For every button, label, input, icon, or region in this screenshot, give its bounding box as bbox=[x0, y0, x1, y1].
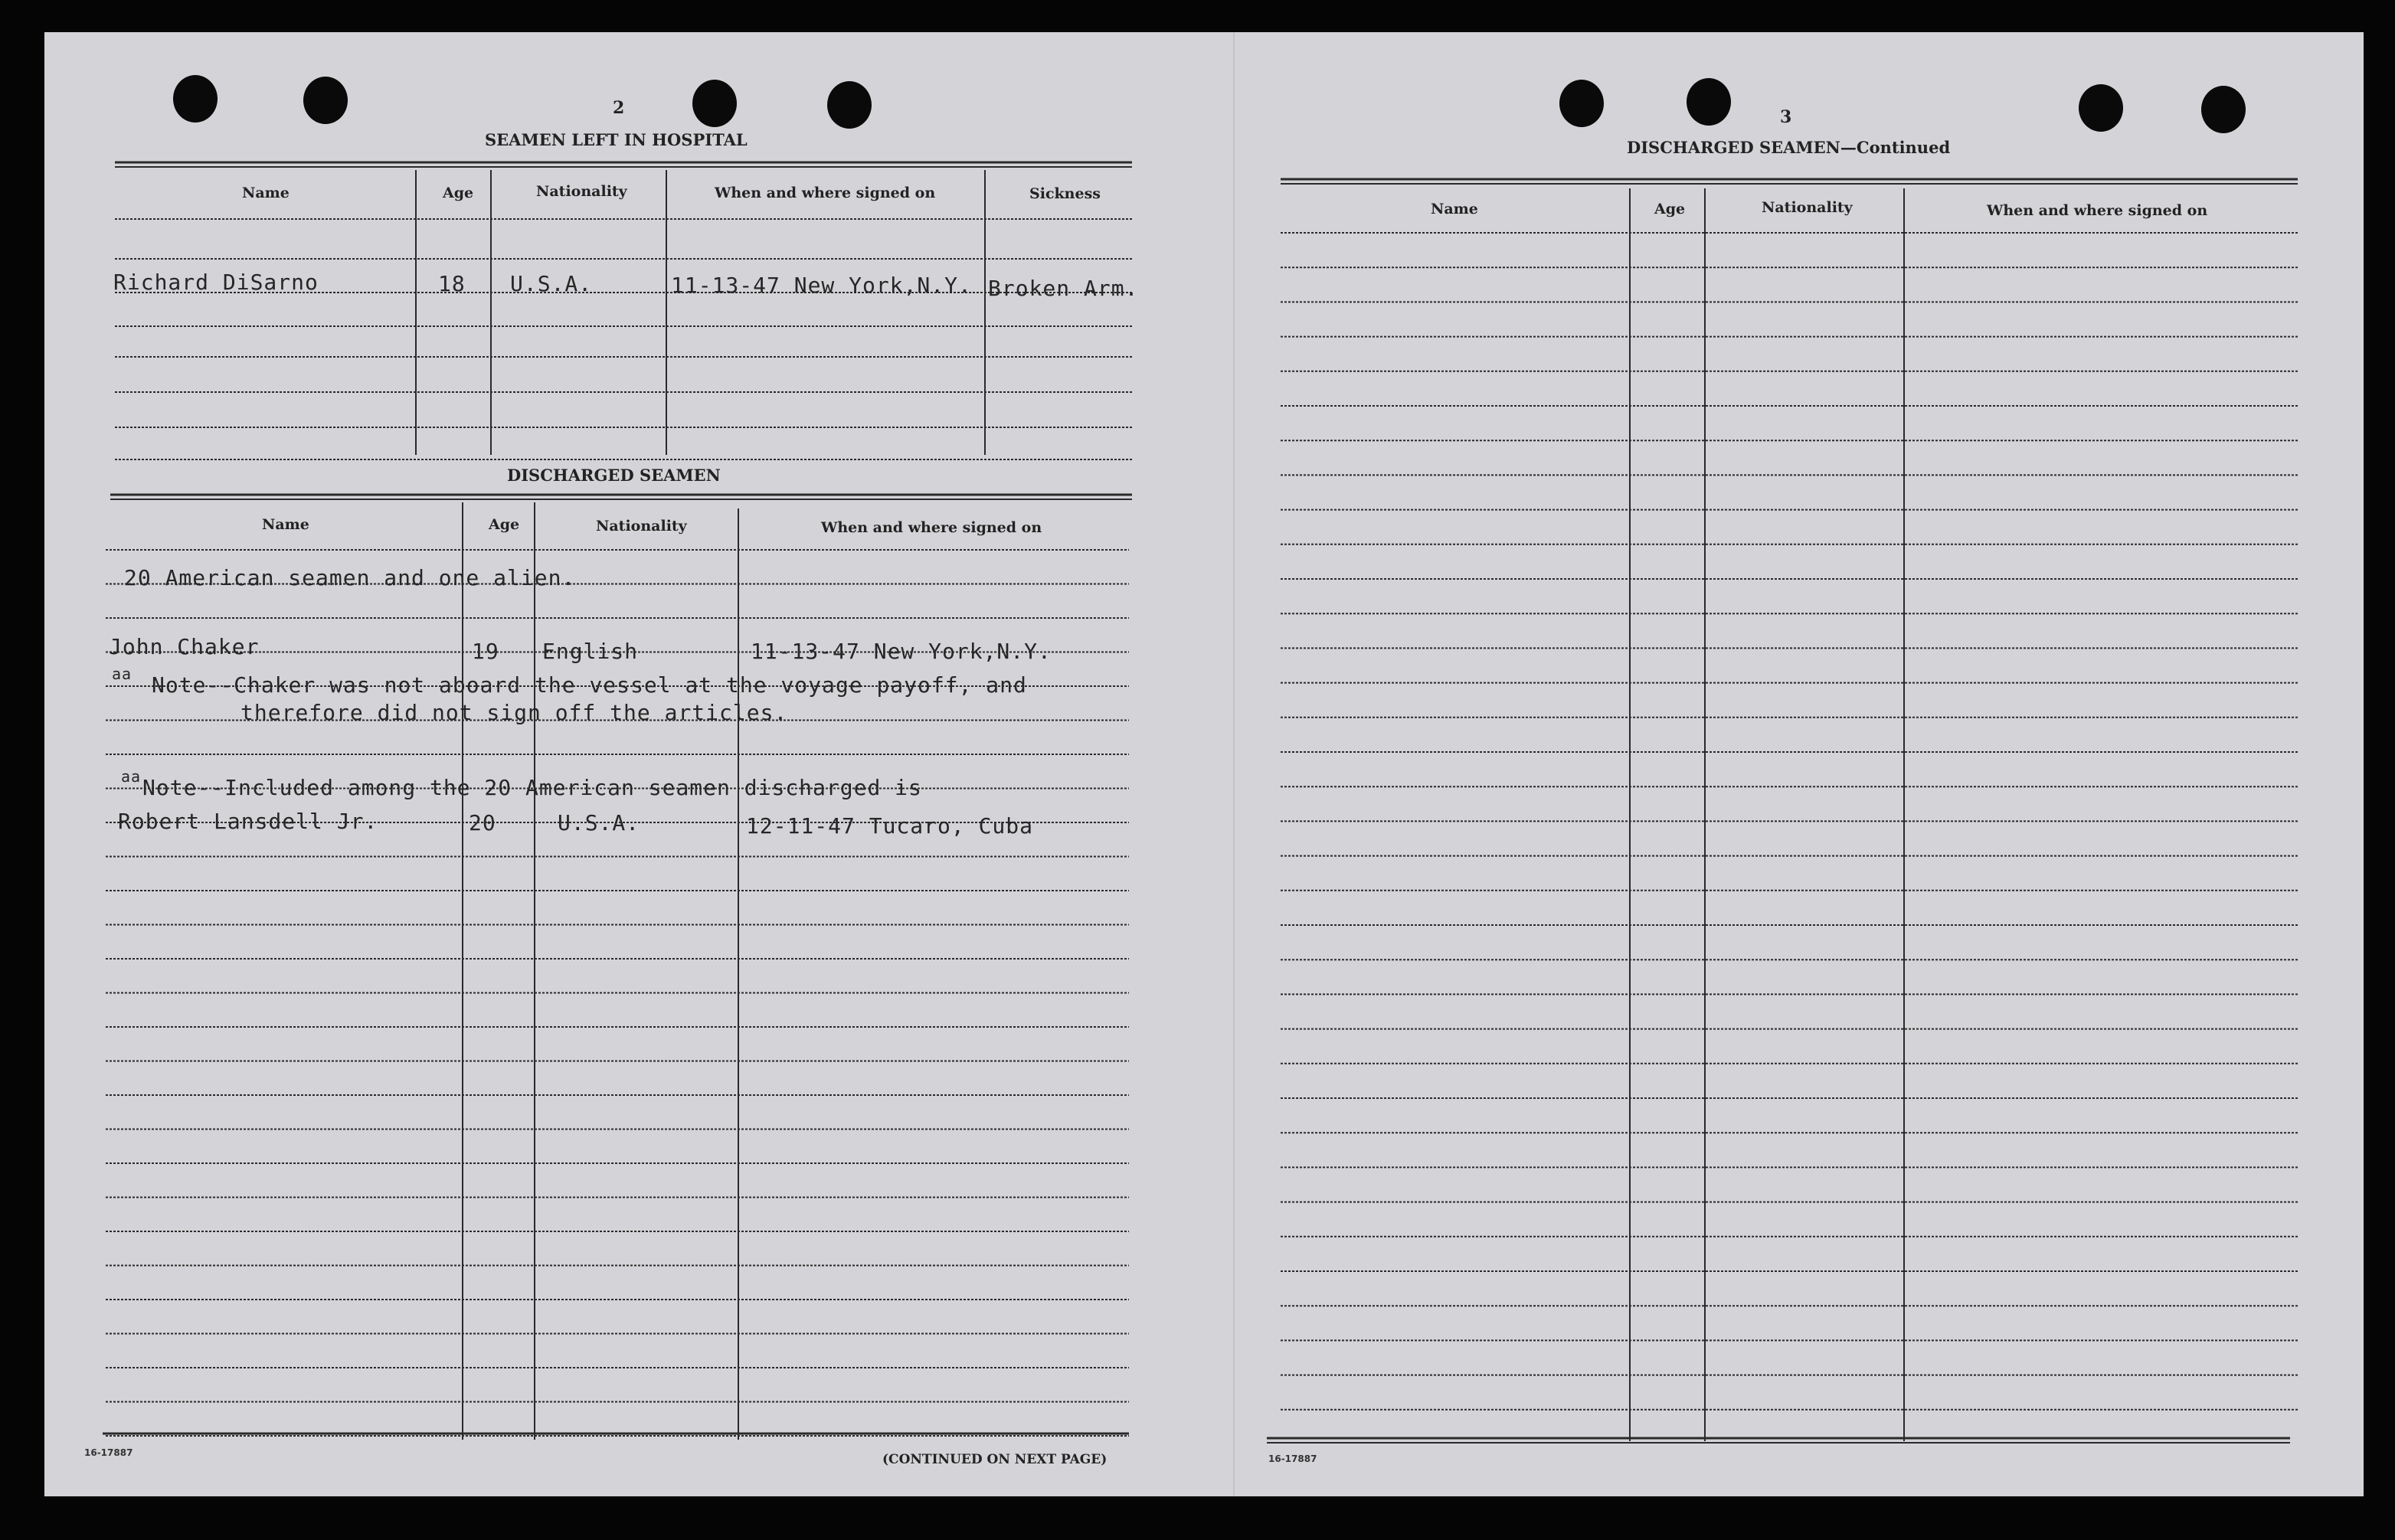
note-marker: aa bbox=[121, 767, 142, 786]
discharged-summary: 20 American seamen and one alien. bbox=[124, 565, 576, 590]
form-number-right: 16-17887 bbox=[1268, 1453, 1317, 1464]
note-1-line-2: therefore did not sign off the articles. bbox=[240, 700, 788, 725]
page-number-left: 2 bbox=[613, 98, 625, 118]
discharged-col-age: Age bbox=[489, 516, 520, 533]
ruled-lines bbox=[44, 32, 2364, 1496]
hospital-col-name: Name bbox=[242, 185, 290, 201]
right-col-nationality: Nationality bbox=[1762, 199, 1853, 216]
discharged-row-signed-on: 12-11-47 Tucaro, Cuba bbox=[746, 813, 1034, 839]
note-2: Note--Included among the 20 American seamen discharged is bbox=[142, 775, 922, 800]
discharged-row-age: 20 bbox=[469, 810, 496, 835]
discharged-row-name: Robert Lansdell Jr. bbox=[118, 809, 378, 834]
discharged-row-age: 19 bbox=[472, 639, 499, 664]
discharged-row-signed-on: 11-13-47 New York,N.Y. bbox=[751, 639, 1052, 664]
note-marker: aa bbox=[112, 665, 133, 683]
hospital-row-age: 18 bbox=[438, 271, 466, 296]
document-sheet bbox=[44, 32, 2364, 1496]
right-col-signed-on: When and where signed on bbox=[1987, 202, 2208, 219]
hospital-col-age: Age bbox=[443, 185, 474, 201]
discharged-section-title: DISCHARGED SEAMEN bbox=[507, 466, 721, 485]
discharged-row-nationality: English bbox=[542, 639, 639, 664]
right-section-title: DISCHARGED SEAMEN—Continued bbox=[1627, 138, 1951, 157]
hospital-row-signed-on: 11-13-47 New York,N.Y. bbox=[671, 273, 972, 298]
form-number-left: 16-17887 bbox=[84, 1447, 133, 1458]
hospital-row-name: Richard DiSarno bbox=[113, 270, 319, 295]
discharged-col-nationality: Nationality bbox=[596, 518, 687, 535]
page-number-right: 3 bbox=[1780, 107, 1792, 127]
hospital-col-nationality: Nationality bbox=[536, 183, 627, 200]
right-col-name: Name bbox=[1431, 201, 1478, 217]
discharged-row-name: John Chaker bbox=[109, 634, 260, 659]
discharged-col-name: Name bbox=[262, 516, 309, 533]
continued-note: (CONTINUED ON NEXT PAGE) bbox=[882, 1452, 1108, 1467]
hospital-col-signed-on: When and where signed on bbox=[715, 185, 936, 201]
hospital-row-sickness: Broken Arm. bbox=[988, 276, 1139, 301]
note-1-line-1: Note--Chaker was not aboard the vessel at the voyage payoff, and bbox=[152, 672, 1027, 698]
discharged-row-nationality: U.S.A. bbox=[558, 810, 640, 835]
hospital-col-sickness: Sickness bbox=[1029, 185, 1101, 202]
hospital-row-nationality: U.S.A. bbox=[510, 271, 593, 296]
discharged-col-signed-on: When and where signed on bbox=[821, 519, 1042, 536]
right-col-age: Age bbox=[1654, 201, 1686, 217]
hospital-section-title: SEAMEN LEFT IN HOSPITAL bbox=[485, 130, 748, 149]
